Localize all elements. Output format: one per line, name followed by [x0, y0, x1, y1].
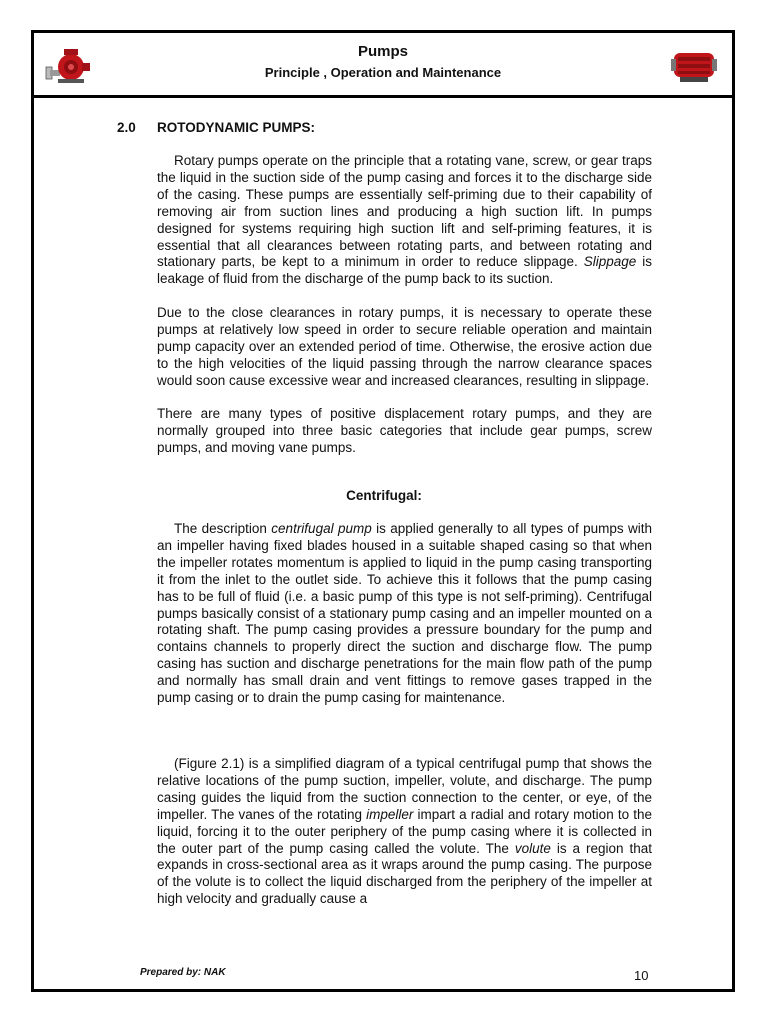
- page-header: [34, 33, 732, 98]
- section-heading: [117, 120, 315, 135]
- page-number: 10: [634, 968, 649, 983]
- section-title: ROTODYNAMIC PUMPS:: [157, 120, 316, 135]
- term-volute: volute: [514, 840, 551, 856]
- pump-icon: [670, 45, 718, 85]
- header-subtitle: Principle , Operation and Maintenance: [264, 65, 502, 80]
- paragraph-rotary-clearance: Due to the close clearances in rotary pumps, it is necessary to operate these pumps at relatively low speed in order to secure reliable operation and maintain pump capacity over an extended period of time. Otherwise, the erosive action due to the high velocities of the liquid passing through the narrow clearance spaces would soon cause excessive wear and increased clearances, resulting in slippage.: [157, 305, 652, 388]
- footer-prepared-by: Prepared by: NAK: [140, 967, 226, 978]
- section-number: 2.0: [117, 120, 136, 135]
- paragraph-figure-description: (Figure 2.1) is a simplified diagram of a typical centrifugal pump that shows the relative locations of the pump suction, impeller, volute, and discharge. The pump casing guides the liquid from the suction connection to the center, or eye, of the impeller. The vanes of the rotating impeller impart a radial and rotary motion to the liquid, forcing it to the outer periphery of the pump casing where it is collected in the outer part of the pump casing called the volute. The volute is a region that expands in cross-sectional area as it wraps around the pump casing. The purpose of the volute is to collect the liquid discharged from the periphery of the impeller at high velocity and gradually cause a: [157, 756, 652, 907]
- term-centrifugal-pump: centrifugal pump: [271, 521, 372, 536]
- term-slippage: Slippage: [583, 254, 637, 270]
- paragraph-rotary-types: There are many types of positive displacement rotary pumps, and they are normally grouped into three basic categories that include gear pumps, screw pumps, and moving vane pumps.: [157, 406, 652, 455]
- paragraph-rotary-intro: Rotary pumps operate on the principle that a rotating vane, screw, or gear traps the liquid in the suction side of the pump casing and forces it to the discharge side of the casing. These pumps are essentially self-priming due to their capability of removing air from suction lines and producing a high suction lift. In pumps designed for systems requiring high suction lift and self-priming features, it is essential that all clearances between rotating parts, and between rotating and stationary parts, be kept to a minimum in order to reduce slippage. Slippage is leakage of fluid from the discharge of the pump back to its suction.: [157, 153, 652, 287]
- paragraph-centrifugal-description: The description centrifugal pump is applied generally to all types of pumps with an impeller having fixed blades housed in a suitable shaped casing so that when the impeller rotates momentum is applied to liquid in the pump casing transporting it from the inlet to the outlet side. To achieve this it follows that the pump casing has to be full of fluid (i.e. a basic pump of this type is not self-priming). Centrifugal pumps basically consist of a stationary pump casing and an impeller mounted on a rotating shaft. The pump casing provides a pressure boundary for the pump and contains channels to properly direct the suction and discharge flow. The pump casing has suction and discharge penetrations for the main flow path of the pump and normally has small drain and vent fittings to remove gases trapped in the pump casing or to drain the pump casing for maintenance.: [157, 521, 652, 706]
- header-title: Pumps: [357, 43, 408, 60]
- term-impeller: impeller: [366, 806, 414, 822]
- centrifugal-heading: Centrifugal:: [346, 488, 422, 503]
